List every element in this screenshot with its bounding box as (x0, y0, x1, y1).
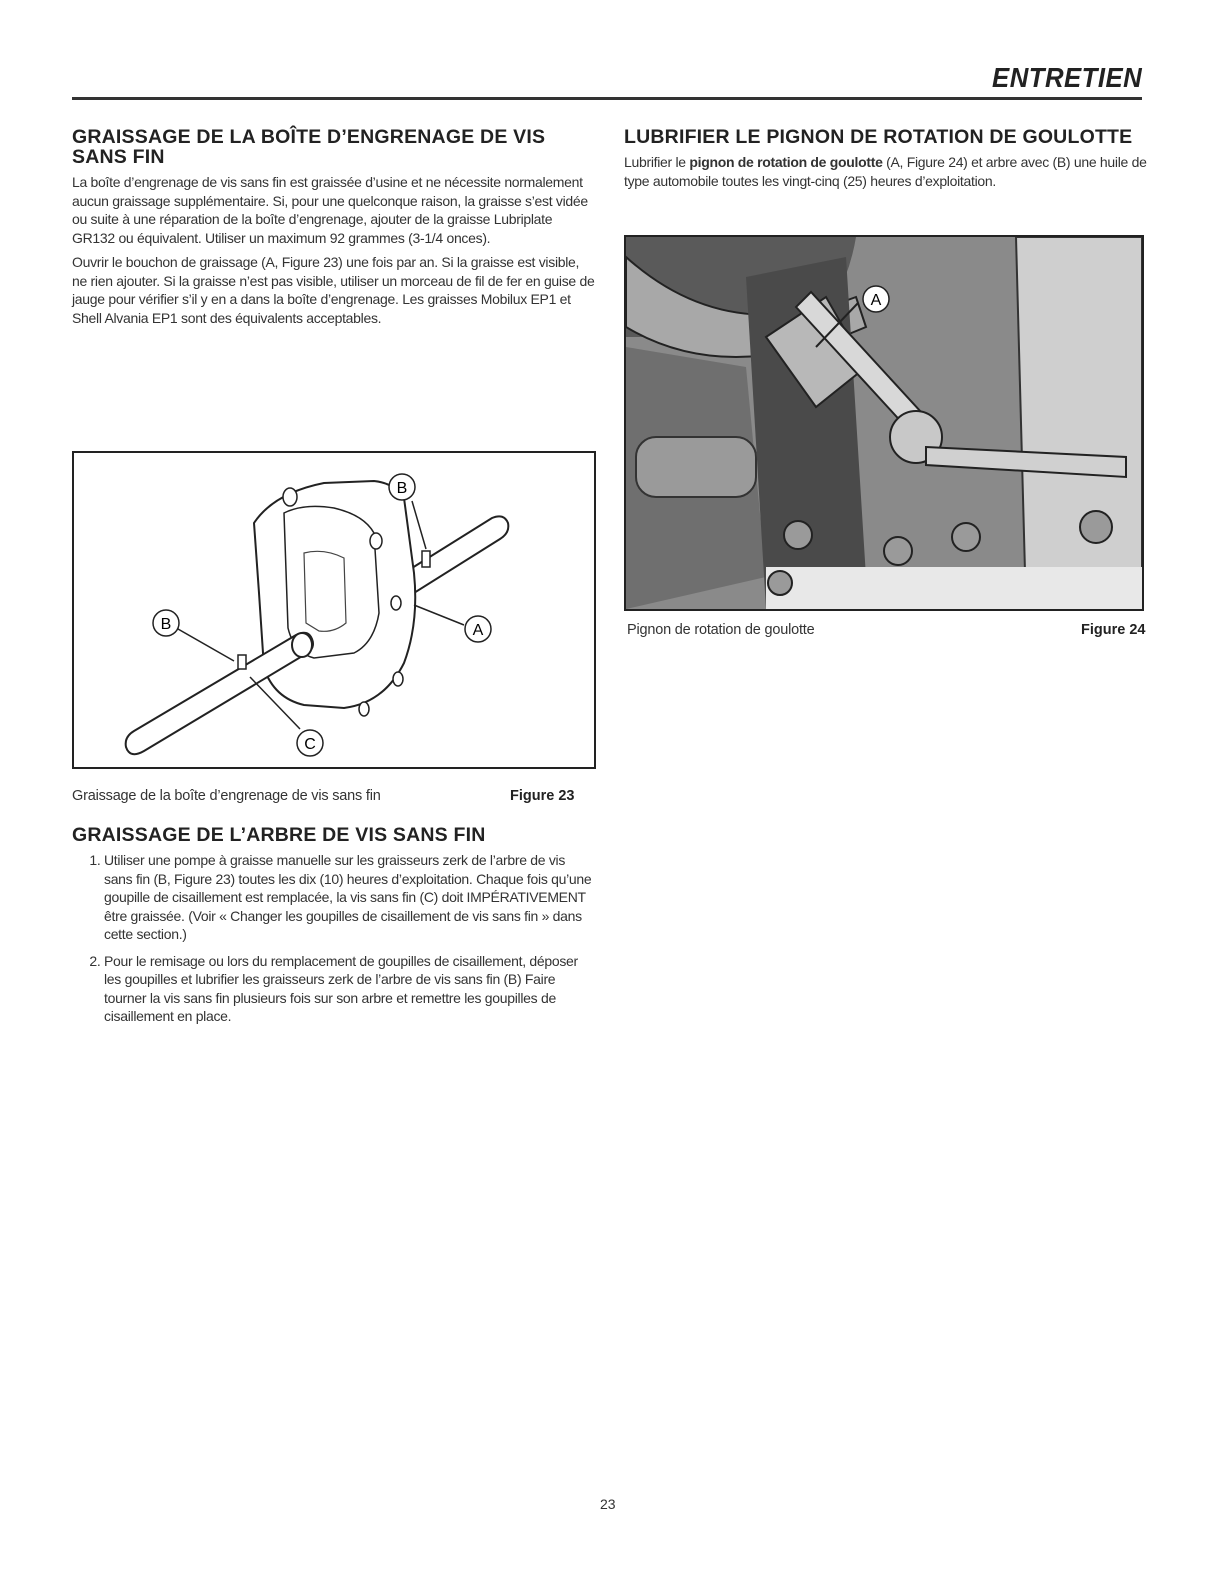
gearbox-drawing (74, 453, 594, 767)
section-heading-chute-pinion: LUBRIFIER LE PIGNON DE ROTATION DE GOULOTTE (624, 126, 1133, 148)
figure-24-caption: Pignon de rotation de goulotte (627, 622, 815, 638)
hex-bolt-4 (1080, 511, 1112, 543)
header-rule (72, 97, 1142, 100)
chute-pinion-paragraph (624, 153, 1148, 190)
bolt-hole-1 (283, 488, 297, 506)
zerk-fitting-left (238, 655, 246, 669)
floor-plate (766, 567, 1142, 609)
steps-list (72, 851, 596, 1026)
shaft-collar (292, 633, 312, 657)
chute-pinion-drawing (626, 237, 1142, 609)
chute-text-post: (A, Figure 24) et arbre avec (B) une huile de type automobile toutes les vingt-cinq (25) heures d’exploitation. (624, 154, 1147, 189)
callout-c: C (304, 736, 316, 753)
engine-housing (1016, 237, 1142, 609)
left-column (72, 127, 596, 333)
bolt-hole-2 (370, 533, 382, 549)
chute-text-pre: Lubrifier le (624, 154, 690, 170)
step-2: 2. Pour le remisage ou lors du remplacement de goupilles de cisaillement, déposer les goupilles et lubrifier les graisseurs zerk de l’arbre de vis sans fin (B) Faire tourner la vis sans fin plusieurs fois sur son arbre et remettre les goupilles de cisaillement en place. (104, 952, 596, 1026)
gearbox-paragraph-2: Ouvrir le bouchon de graissage (A, Figure 23) une fois par an. Si la graisse est visible, ne rien ajouter. Si la graisse n’est pas visible, utiliser un morceau de fil de fer en guise de jauge pour vérifier s’il y en a dans la boîte d’engrenage. Les graisses Mobilux EP1 et Shell Alvania EP1 sont des équivalents acceptables. (72, 254, 595, 326)
callout-line-b-top (412, 501, 426, 549)
callout-a: A (472, 622, 484, 639)
hex-bolt-3 (952, 523, 980, 551)
header-title: ENTRETIEN (991, 62, 1142, 93)
gearbox-paragraph-1: La boîte d’engrenage de vis sans fin est graissée d’usine et ne nécessite normalement aucun graissage supplémentaire. Si, pour une quelconque raison, la graisse s’est vidée ou suite à une réparation de la boîte d’engrenage, ajouter de la graisse Lubriplate GR132 ou équivalent. Utiliser un maximum 92 grammes (3-1/4 onces). (72, 174, 588, 246)
section-heading-gearbox: GRAISSAGE DE LA BOÎTE D’ENGRENAGE DE VIS SANS FIN (72, 126, 546, 168)
step-1: 1. Utiliser une pompe à graisse manuelle sur les graisseurs zerk de l’arbre de vis sans fin (B, Figure 23) toutes les dix (10) heures d’exploitation. Chaque fois qu’une goupille de cisaillement est remplacée, la vis sans fin (C) doit IMPÉRATIVEMENT être graissée. (Voir « Changer les goupilles de cisaillement de vis sans fin » dans cette section.) (104, 851, 596, 944)
figure-24-illustration (624, 235, 1144, 611)
callout-line-a (414, 605, 464, 625)
right-column (624, 127, 1148, 196)
slot-bracket (636, 437, 756, 497)
zerk-fitting-top (422, 551, 430, 567)
chute-text-bold: pignon de rotation de goulotte (689, 154, 883, 170)
hex-bolt-1 (784, 521, 812, 549)
callout-line-b-left (178, 629, 234, 661)
bolt-hole-4 (393, 672, 403, 686)
callout-b-left: B (160, 616, 172, 633)
callout-b-top: B (396, 480, 408, 497)
hex-bolt-2 (884, 537, 912, 565)
section-auger-shaft (72, 825, 596, 1034)
figure-23-illustration (72, 451, 596, 769)
callout-a: A (870, 292, 882, 309)
figure-23-label: Figure 23 (510, 788, 575, 804)
hex-bolt-5 (768, 571, 792, 595)
bolt-hole-3 (391, 596, 401, 610)
figure-23-caption: Graissage de la boîte d’engrenage de vis sans fin (72, 788, 381, 804)
section-heading-auger-shaft: GRAISSAGE DE L’ARBRE DE VIS SANS FIN (72, 824, 486, 846)
page-number: 23 (600, 1496, 616, 1512)
bolt-hole-5 (359, 702, 369, 716)
figure-24-label: Figure 24 (1081, 622, 1146, 638)
